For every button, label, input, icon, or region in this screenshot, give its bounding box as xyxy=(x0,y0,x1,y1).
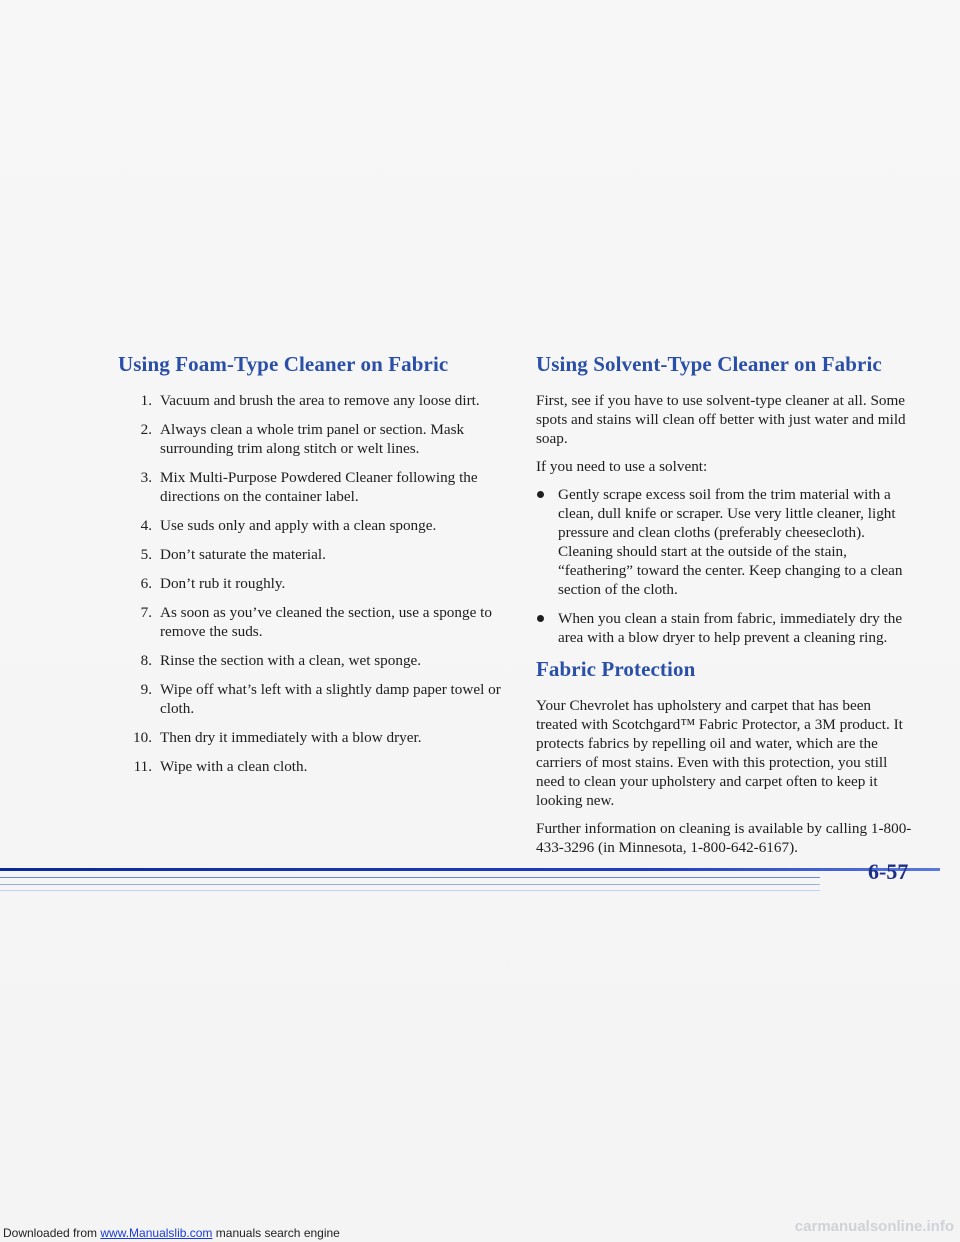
step-item: 2. Always clean a whole trim panel or section. Mask surrounding trim along stitch or welt lines. xyxy=(140,421,465,457)
step-item: 7. As soon as you’ve cleaned the section, use a sponge to remove the suds. xyxy=(140,604,492,640)
bullet-icon xyxy=(537,615,544,622)
fabric-protection-heading: Fabric Protection xyxy=(536,657,696,681)
foam-cleaner-steps xyxy=(118,391,513,776)
footer-rule-thin xyxy=(0,877,820,878)
left-column xyxy=(118,352,513,786)
solvent-lead: If you need to use a solvent: xyxy=(536,458,708,475)
step-item: 10. Then dry it immediately with a blow dryer. xyxy=(133,729,422,746)
step-item: 3. Mix Multi-Purpose Powdered Cleaner following the directions on the container label. xyxy=(140,469,478,505)
step-item: 4. Use suds only and apply with a clean sponge. xyxy=(140,517,437,534)
manualslib-link[interactable]: www.Manualslib.com xyxy=(100,1226,213,1240)
fabric-protection-text: Your Chevrolet has upholstery and carpet that has been treated with Scotchgard™ Fabric Protector, a 3M product. It protects fabrics by repelling oil and water, which are the carriers of most stains. Even with this protection, you still need to clean your upholstery and carpet often to keep it looking new. xyxy=(536,697,903,809)
step-item: 1. Vacuum and brush the area to remove any loose dirt. xyxy=(140,392,480,409)
bullet-icon xyxy=(537,491,544,498)
step-item: 11. Wipe with a clean cloth. xyxy=(133,758,308,775)
bullet-item: When you clean a stain from fabric, immediately dry the area with a blow dryer to help prevent a cleaning ring. xyxy=(536,609,916,647)
solvent-cleaner-heading: Using Solvent-Type Cleaner on Fabric xyxy=(536,352,882,376)
download-footer: Downloaded from www.Manualslib.com manuals search engine xyxy=(3,1226,340,1240)
foam-cleaner-heading: Using Foam-Type Cleaner on Fabric xyxy=(118,352,449,376)
step-item: 6. Don’t rub it roughly. xyxy=(140,575,286,592)
solvent-intro: First, see if you have to use solvent-type cleaner at all. Some spots and stains will clean off better with just water and mild soap. xyxy=(536,392,906,447)
right-column xyxy=(536,352,916,866)
solvent-bullets xyxy=(536,485,916,647)
watermark: carmanualsonline.info xyxy=(794,1218,954,1235)
bullet-item: Gently scrape excess soil from the trim material with a clean, dull knife or scraper. Use very little cleaner, light pressure and clean cloths (preferably cheesecloth). Cleaning should start at the outside of the stain, “feathering” toward the center. Keep changing to a clean section of the cloth. xyxy=(536,485,916,599)
step-item: 5. Don’t saturate the material. xyxy=(140,546,326,563)
cleaning-info-text: Further information on cleaning is available by calling 1-800-433-3296 (in Minnesota, 1-800-642-6167). xyxy=(536,820,912,856)
footer-rule-thin xyxy=(0,890,820,891)
page-number: 6-57 xyxy=(868,859,909,884)
step-item: 9. Wipe off what’s left with a slightly damp paper towel or cloth. xyxy=(140,681,501,717)
footer-rule xyxy=(0,868,940,871)
step-item: 8. Rinse the section with a clean, wet sponge. xyxy=(140,652,422,669)
footer-rule-thin xyxy=(0,884,820,885)
